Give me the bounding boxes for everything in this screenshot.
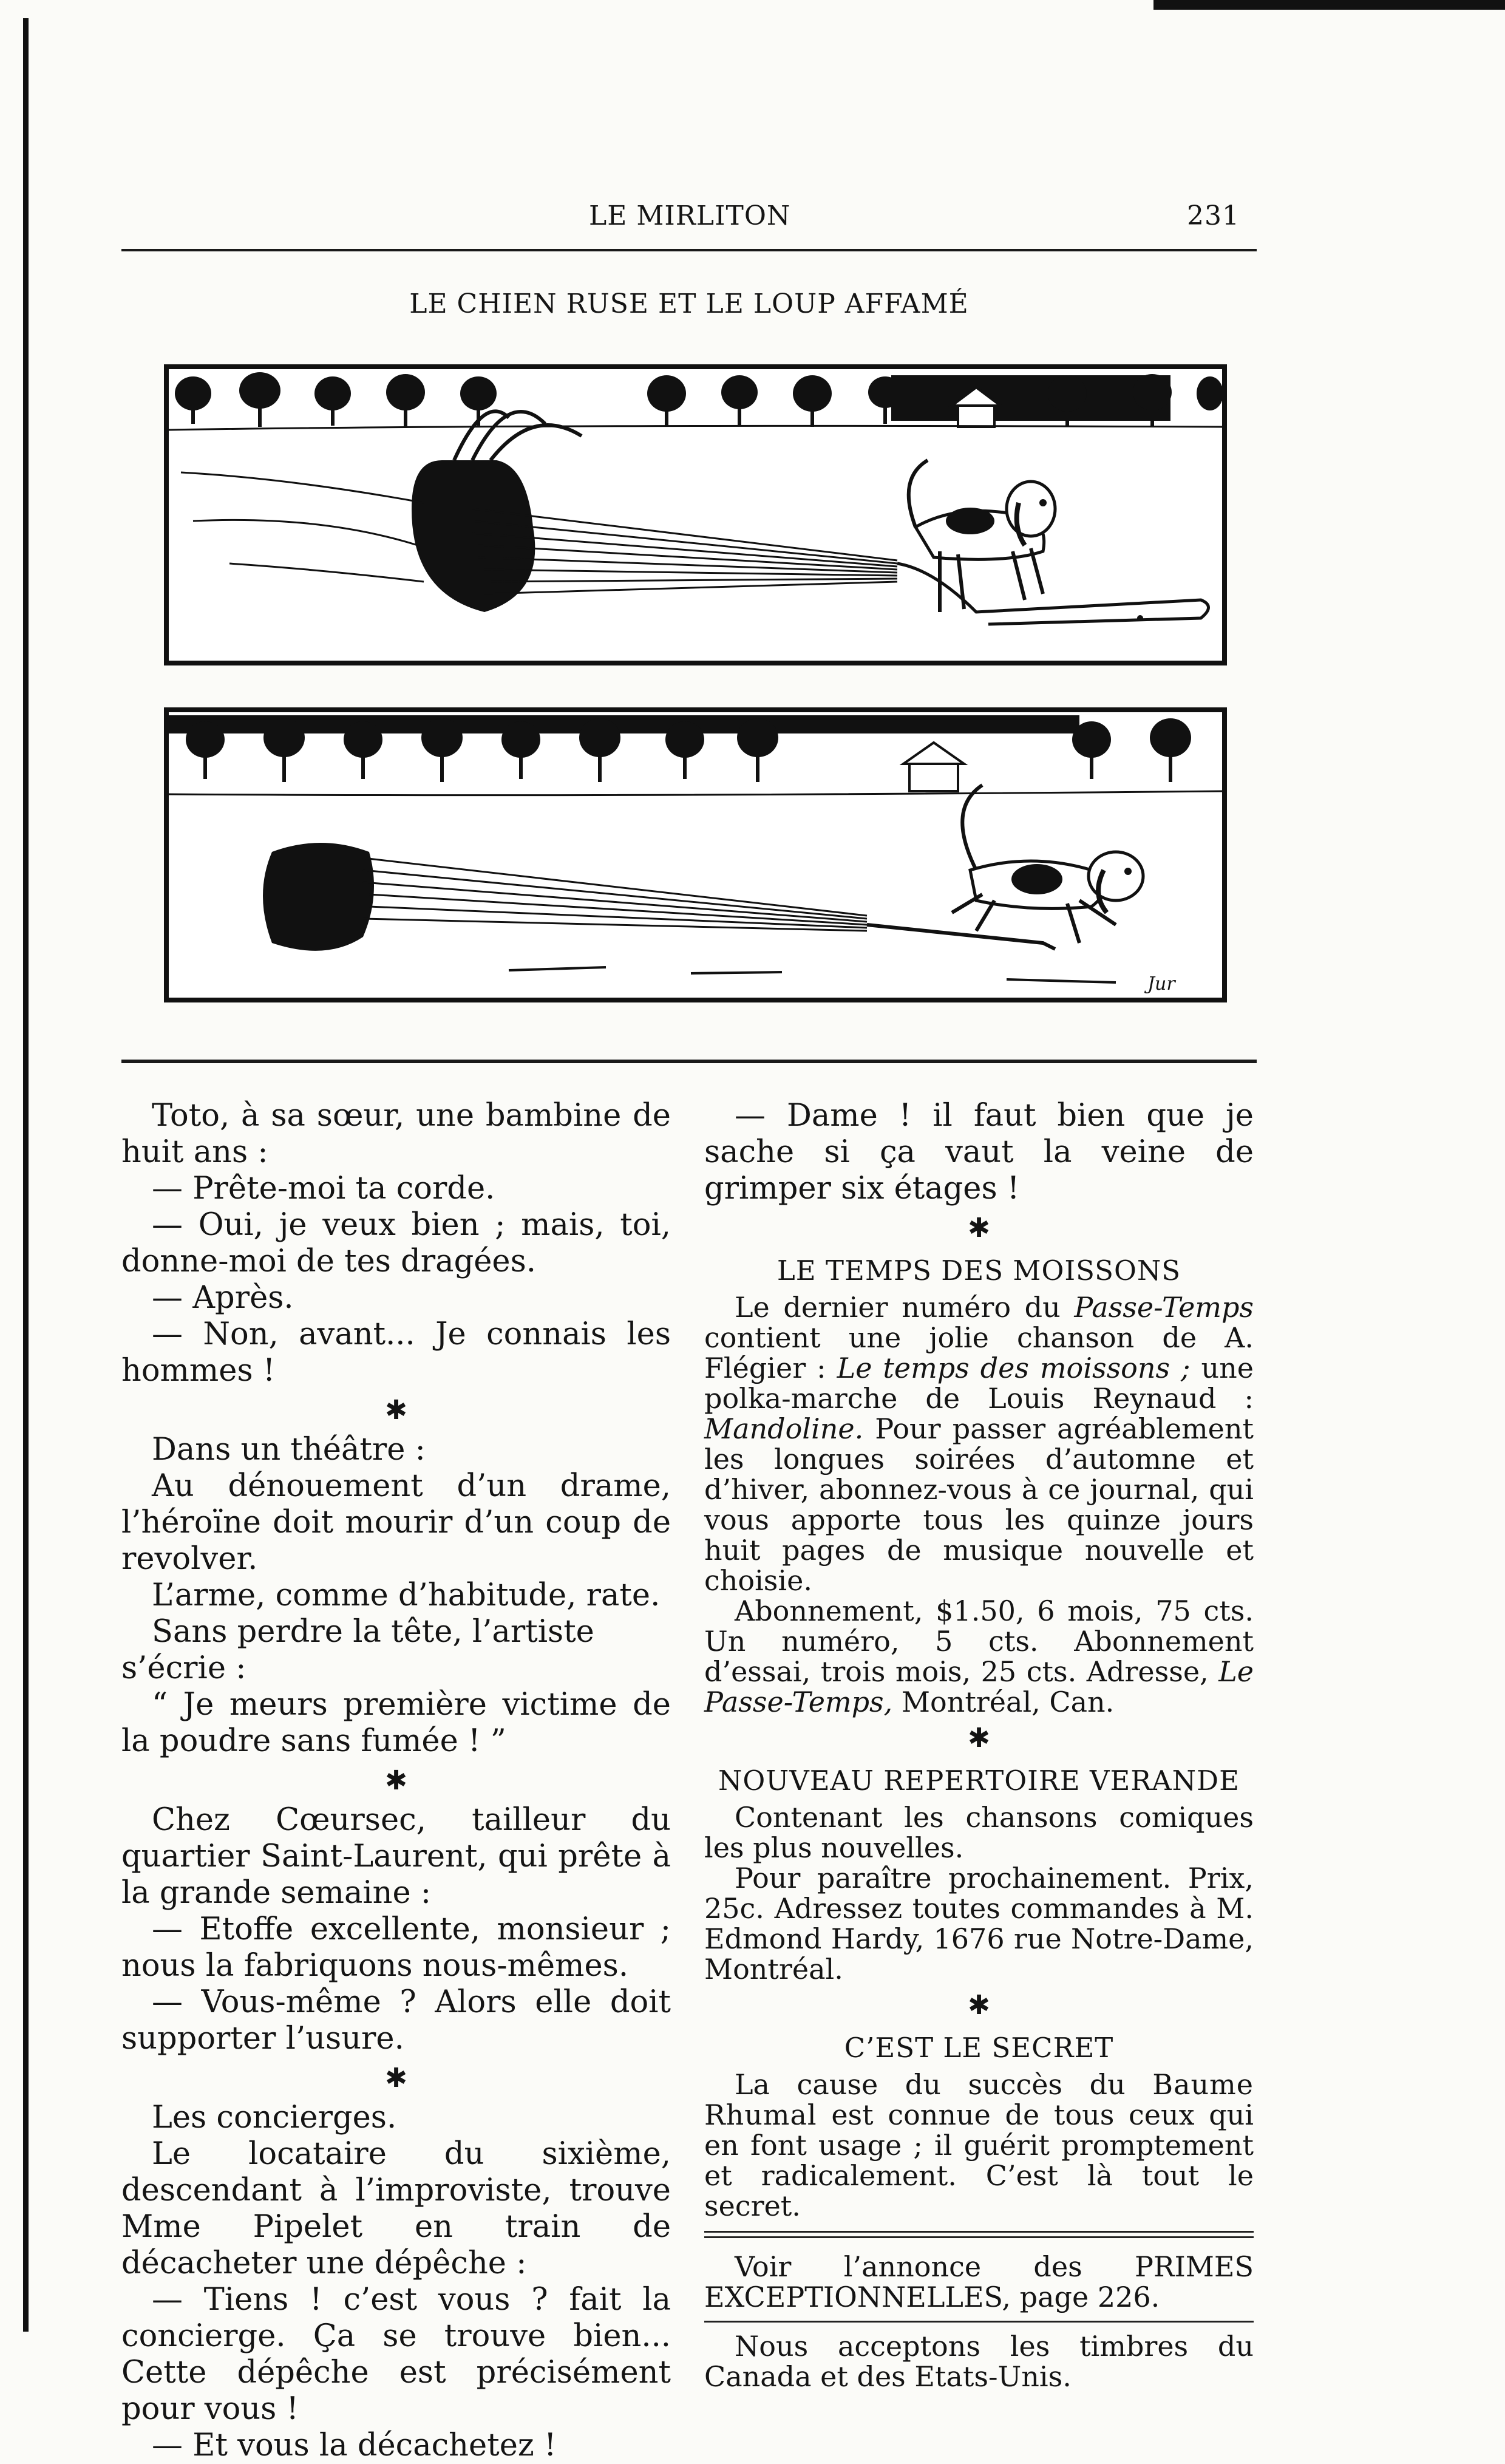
joke-3-line-3: — Vous-même ? Alors elle doit supporter l’usure.: [121, 1984, 671, 2057]
separator-star-2: ✱: [385, 1765, 407, 1796]
joke-4-line-1: Les concierges.: [152, 2100, 397, 2136]
joke-1-line-4: — Après.: [152, 1280, 294, 1316]
joke-1-line-5: — Non, avant... Je connais les hommes !: [121, 1316, 671, 1389]
joke-3-line-1: Chez Cœursec, tailleur du quartier Saint-Laurent, qui prête à la grande semaine :: [121, 1802, 671, 1911]
page-binding-edge: [23, 18, 29, 2332]
page-number: 231: [1187, 200, 1240, 231]
joke-4-line-3: — Tiens ! c’est vous ? fait la concierge. Ça se trouve bien... Cette dépêche est précisément pour vous !: [121, 2282, 671, 2427]
ad-primes-notice: Voir l’annonce des PRIMES EXCEPTIONNELLES, page 226.: [704, 2250, 1254, 2313]
joke-1-line-3: — Oui, je veux bien ; mais, toi, donne-moi de tes dragées.: [121, 1207, 671, 1279]
separator-star-6: ✱: [968, 1990, 990, 2021]
ad-repertoire-line-1: Contenant les chansons comiques les plus nouvelles.: [704, 1801, 1254, 1864]
ad-passe-temps-subscription: Abonnement, $1.50, 6 mois, 75 cts. Un numéro, 5 cts. Abonnement d’essai, trois mois, 25 cts. Adresse, Le Passe-Temps, Montréal, Can.: [704, 1594, 1254, 1718]
section-rule: [121, 1060, 1257, 1063]
ad-passe-temps-body: Le dernier numéro du Passe-Temps contient une jolie chanson de A. Flégier : Le temps des moissons ; une polka-marche de Louis Reynaud : Mandoline. Pour passer agréablement les longues soirées d’automne et d’hiver, abonnez-vous à ce journal, qui vous apporte tous les quinze jours huit pages de musique nouvelle et choisie.: [704, 1291, 1254, 1597]
joke-2-line-3: L’arme, comme d’habitude, rate.: [152, 1577, 661, 1613]
header-rule: [121, 249, 1257, 251]
dog-pulling-rope-illustration-1: [169, 369, 1222, 661]
joke-2-line-4: Sans perdre la tête, l’artiste s’écrie :: [121, 1614, 594, 1686]
ad-repertoire-line-2: Pour paraître prochainement. Prix, 25c. Adressez toutes commandes à M. Edmond Hardy, 1676 rue Notre-Dame, Montréal.: [704, 1862, 1254, 1986]
joke-2-line-5: “ Je meurs première victime de la poudre sans fumée ! ”: [121, 1687, 671, 1759]
scan-edge-mark: [1153, 0, 1505, 10]
ad-baume-rhumal-body: La cause du succès du Baume Rhumal est connue de tous ceux qui en font usage ; il guérit promptement et radicalement. C’est là tout le secret.: [704, 2068, 1254, 2222]
ad-divider: [704, 2321, 1254, 2323]
cartoon-panel-1: [164, 364, 1227, 665]
artist-signature: Jur: [1147, 973, 1175, 995]
column-right: [704, 1098, 1254, 2392]
ad-heading-secret: C’EST LE SECRET: [844, 2032, 1114, 2064]
stamps-notice: Nous acceptons les timbres du Canada et des Etats-Unis.: [704, 2330, 1254, 2393]
joke-4-line-4: — Et vous la décachetez !: [152, 2428, 557, 2463]
joke-3-line-2: — Etoffe excellente, monsieur ; nous la fabriquons nous-mêmes.: [121, 1911, 671, 1984]
joke-2-line-2: Au dénouement d’un drame, l’héroïne doit mourir d’un coup de revolver.: [121, 1468, 671, 1577]
separator-star-4: ✱: [968, 1213, 990, 1244]
separator-star-1: ✱: [385, 1395, 407, 1426]
ad-heading-repertoire-verande: NOUVEAU REPERTOIRE VERANDE: [718, 1765, 1240, 1797]
joke-2-line-1: Dans un théâtre :: [152, 1432, 426, 1468]
ad-heading-temps-des-moissons: LE TEMPS DES MOISSONS: [776, 1254, 1181, 1287]
joke-1-line-1: Toto, à sa sœur, une bambine de huit ans :: [121, 1098, 671, 1170]
joke-4-ending: — Dame ! il faut bien que je sache si ça vaut la veine de grimper six étages !: [704, 1098, 1254, 1206]
cartoon-panel-2: [164, 707, 1227, 1002]
joke-4-line-2: Le locataire du sixième, descendant à l’improviste, trouve Mme Pipelet en train de décacheter une dépêche :: [121, 2136, 671, 2281]
column-left: [121, 1098, 671, 2464]
separator-star-5: ✱: [968, 1723, 990, 1754]
ad-divider-double: [704, 2231, 1254, 2238]
separator-star-3: ✱: [385, 2063, 407, 2094]
dog-running-with-rope-illustration-2: [169, 712, 1222, 998]
cartoon-title: LE CHIEN RUSE ET LE LOUP AFFAMÉ: [409, 288, 969, 319]
running-head-title: LE MIRLITON: [589, 200, 791, 231]
joke-1-line-2: — Prête-moi ta corde.: [152, 1171, 495, 1206]
